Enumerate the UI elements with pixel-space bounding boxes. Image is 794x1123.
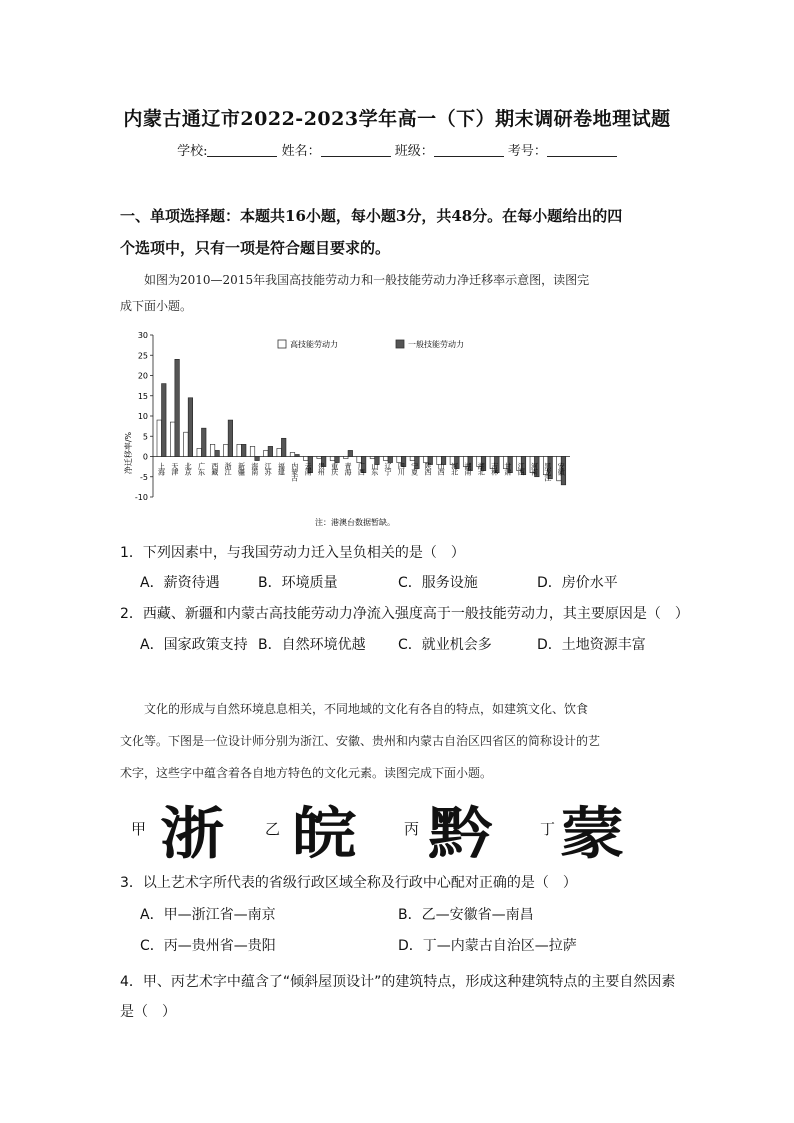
art-label-bing: 丙 — [404, 820, 420, 838]
x-tick-label: 上海 — [157, 462, 166, 475]
bar-high-skill — [184, 432, 189, 456]
y-tick-label: 0 — [142, 452, 148, 462]
bar-general-skill — [281, 438, 286, 456]
x-tick-label: 新疆 — [237, 462, 246, 475]
x-tick-label: 浙江 — [224, 462, 233, 475]
q2-option-a[interactable]: A．国家政策支持 — [140, 637, 248, 653]
q2-option-b[interactable]: B．自然环境优越 — [258, 637, 366, 653]
bar-high-skill — [250, 446, 255, 456]
y-axis-label: 净迁移率/% — [124, 431, 133, 475]
x-tick-label: 吉林 — [490, 462, 499, 475]
q3-option-d[interactable]: D．丁—内蒙古自治区—拉萨 — [398, 938, 577, 954]
section-heading-line1: 一、单项选择题：本题共16小题，每小题3分，共48分。在每小题给出的四 — [120, 207, 623, 225]
x-tick-label: 贵州 — [317, 462, 326, 475]
bar-general-skill — [255, 457, 260, 461]
legend-label-general: 一般技能劳动力 — [408, 340, 464, 349]
class-label: 班级： — [394, 144, 434, 159]
art-intro-line3: 术字，这些字中蕴含着各自地方特色的文化元素。读图完成下面小题。 — [120, 766, 493, 780]
art-char-wan: 皖 — [292, 801, 350, 867]
bar-high-skill — [157, 420, 162, 456]
number-field[interactable] — [547, 144, 617, 157]
bar-general-skill — [268, 446, 273, 456]
bar-high-skill — [224, 444, 229, 456]
bar-general-skill — [295, 454, 300, 456]
question-1 — [120, 542, 690, 562]
section-heading-line2: 个选项中，只有一项是符合题目要求的。 — [120, 239, 391, 257]
y-tick-label: 30 — [137, 331, 148, 340]
bar-general-skill — [241, 444, 246, 456]
chart-note: 注：港澳台数据暂缺。 — [315, 518, 395, 527]
question-4-line1: 4．甲、丙艺术字中蕴含了“倾斜屋顶设计”的建筑特点，形成这种建筑特点的主要自然因素 — [120, 974, 676, 990]
y-tick-label: 25 — [137, 351, 148, 361]
y-tick-label: 20 — [137, 371, 148, 381]
q1-option-b[interactable]: B．环境质量 — [258, 575, 338, 591]
x-tick-label: 湖北 — [477, 462, 486, 475]
x-tick-label: 湖南 — [463, 462, 472, 475]
x-tick-label: 重庆 — [330, 462, 339, 475]
x-tick-label: 河北 — [450, 462, 459, 475]
art-char-zhe: 浙 — [160, 801, 218, 867]
school-label: 学校: — [177, 144, 208, 159]
art-intro-line1: 文化的形成与自然环境息息相关，不同地域的文化有各自的特点，如建筑文化、饮食 — [144, 702, 589, 716]
x-tick-label: 江西 — [517, 462, 526, 475]
student-info-line — [0, 140, 794, 159]
bar-general-skill — [188, 398, 193, 457]
x-tick-label: 山西 — [437, 462, 446, 475]
legend-swatch-general — [396, 340, 404, 348]
x-tick-label: 青海 — [344, 462, 353, 475]
bar-general-skill — [215, 450, 220, 456]
section-heading — [120, 200, 680, 264]
bar-high-skill — [344, 457, 349, 459]
bar-high-skill — [237, 444, 242, 456]
y-axis — [135, 331, 570, 502]
bar-high-skill — [317, 457, 322, 459]
page-title: 内蒙古通辽市2022-2023学年高一（下）期末调研卷地理试题 — [123, 108, 671, 130]
x-tick-label: 黑龙江 — [543, 462, 552, 481]
art-intro-line2: 文化等。下图是一位设计师分别为浙江、安徽、贵州和内蒙古自治区四省区的简称设计的艺 — [120, 734, 601, 748]
x-tick-label: 内蒙古 — [290, 462, 299, 481]
name-field[interactable] — [321, 144, 391, 157]
bar-high-skill — [170, 422, 175, 456]
bar-general-skill — [348, 450, 353, 456]
y-tick-label: 5 — [142, 432, 148, 442]
art-char-meng: 蒙 — [560, 801, 618, 867]
x-tick-label: 广东 — [197, 462, 206, 475]
x-tick-label: 辽宁 — [384, 462, 393, 475]
q2-option-d[interactable]: D．土地资源丰富 — [537, 637, 646, 653]
question-4 — [120, 967, 690, 1027]
migration-chart — [115, 325, 585, 535]
x-tick-label: 安徽 — [557, 462, 566, 475]
legend-label-high: 高技能劳动力 — [290, 340, 338, 349]
bar-high-skill — [264, 450, 269, 456]
q1-option-d[interactable]: D．房价水平 — [537, 575, 618, 591]
x-tick-label: 江苏 — [264, 462, 273, 475]
x-tick-label: 天津 — [170, 462, 179, 475]
y-tick-label: -10 — [134, 493, 148, 502]
x-tick-label: 广西 — [357, 462, 366, 475]
x-tick-label: 云南 — [304, 462, 313, 475]
bar-general-skill — [201, 428, 206, 456]
chart-intro-line1: 如图为2010—2015年我国高技能劳动力和一般技能劳动力净迁移率示意图，读图完 — [144, 273, 590, 287]
q1-option-a[interactable]: A．薪资待遇 — [140, 575, 220, 591]
legend-swatch-high — [278, 340, 286, 348]
x-tick-label: 河南 — [530, 462, 539, 475]
bar-high-skill — [277, 448, 282, 456]
q3-option-a[interactable]: A．甲—浙江省—南京 — [140, 907, 276, 923]
q3-option-c[interactable]: C．丙—贵州省—贵阳 — [140, 938, 276, 954]
question-4-line2: 是（ ） — [120, 1004, 176, 1020]
art-label-jia: 甲 — [131, 820, 147, 838]
x-tick-label: 北京 — [184, 462, 193, 475]
q3-option-b[interactable]: B．乙—安徽省—南昌 — [398, 907, 534, 923]
x-tick-label: 福建 — [277, 462, 286, 475]
bar-high-skill — [410, 457, 415, 461]
art-label-ding: 丁 — [540, 820, 556, 838]
x-tick-label: 海南 — [250, 462, 259, 475]
bar-high-skill — [383, 457, 388, 461]
y-tick-label: 15 — [137, 391, 148, 401]
name-label: 姓名： — [281, 144, 321, 159]
x-tick-label: 甘肃 — [503, 462, 512, 475]
number-label: 考号： — [507, 144, 547, 159]
bar-general-skill — [162, 384, 167, 457]
bar-high-skill — [330, 457, 335, 461]
bar-high-skill — [290, 452, 295, 456]
question-3-stem: 3．以上艺术字所代表的省级行政区域全称及行政中心配对正确的是（ ） — [120, 875, 577, 891]
y-tick-label: 10 — [137, 412, 148, 421]
bar-high-skill — [210, 444, 215, 456]
chart-intro — [120, 267, 685, 319]
art-label-yi: 乙 — [265, 820, 281, 838]
bar-high-skill — [304, 457, 309, 461]
y-tick-label: -5 — [140, 472, 148, 482]
art-intro — [120, 693, 685, 789]
bar-high-skill — [370, 457, 375, 459]
question-2-stem: 2．西藏、新疆和内蒙古高技能劳动力净流入强度高于一般技能劳动力，其主要原因是（ ） — [120, 606, 689, 622]
x-tick-label: 四川 — [397, 462, 406, 475]
question-1-stem: 1．下列因素中，与我国劳动力迁入呈负相关的是（ ） — [120, 545, 465, 561]
x-tick-label: 西藏 — [210, 462, 219, 475]
bar-high-skill — [197, 448, 202, 456]
q2-option-c[interactable]: C．就业机会多 — [398, 637, 492, 653]
class-field[interactable] — [434, 144, 504, 157]
bar-general-skill — [228, 420, 233, 456]
chart-intro-line2: 成下面小题。 — [120, 299, 193, 313]
bar-general-skill — [175, 359, 180, 456]
x-tick-label: 陕西 — [423, 462, 432, 475]
x-tick-labels — [158, 462, 566, 483]
school-field[interactable] — [207, 144, 277, 157]
x-tick-label: 宁夏 — [410, 462, 419, 475]
art-char-qian: 黔 — [428, 801, 486, 867]
x-tick-label: 山东 — [370, 462, 379, 475]
q1-option-c[interactable]: C．服务设施 — [398, 575, 478, 591]
